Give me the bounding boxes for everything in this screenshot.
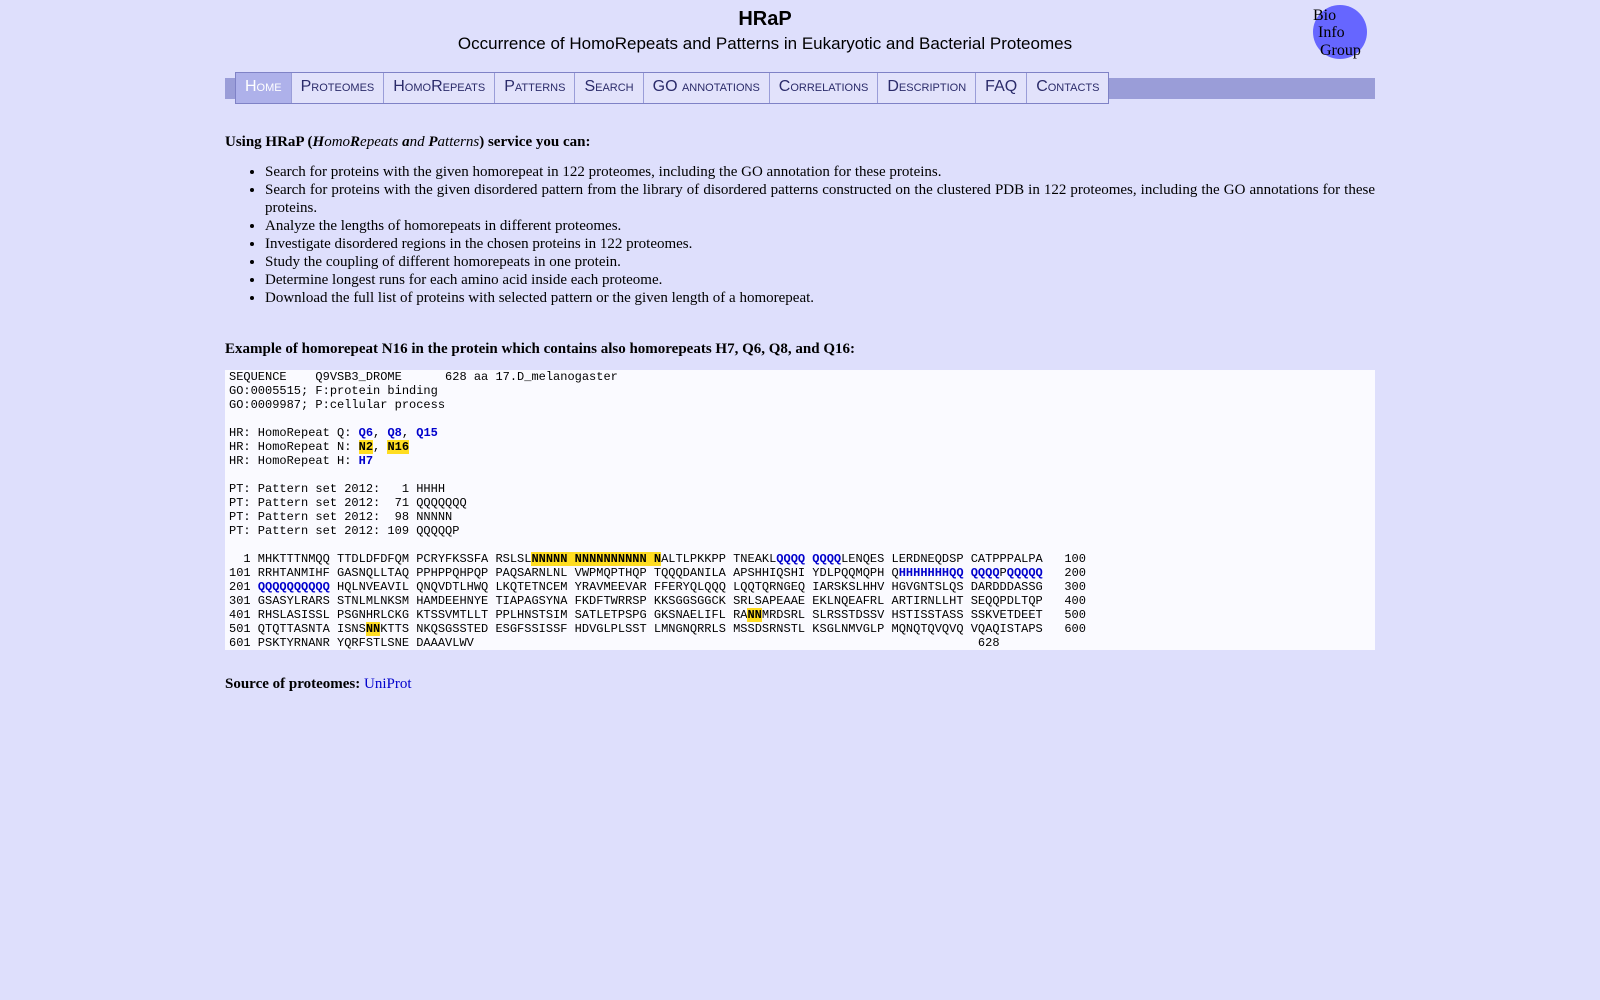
repeat-highlight: Q8: [387, 426, 402, 440]
nav-item-patterns[interactable]: Patterns: [495, 73, 575, 103]
example-title: Example of homorepeat N16 in the protein which contains also homorepeats H7, Q6, Q8, and Q16:: [225, 341, 856, 357]
sequence-line: [229, 426, 438, 440]
source-label: Source of proteomes:: [225, 676, 361, 692]
repeat-highlight: H7: [358, 454, 374, 468]
sequence-line: [229, 580, 1086, 594]
sequence-text: 200: [1042, 566, 1086, 580]
sequence-text: LENQES LERDNEQDSP CATPPPALPA 100: [841, 552, 1086, 566]
logo-line-3: Group: [1320, 42, 1361, 59]
repeat-highlight: NN: [747, 608, 762, 622]
sequence-text: ,: [373, 426, 388, 440]
feature-item: • Determine longest runs for each amino acid inside each proteome.: [265, 271, 1375, 289]
sequence-line: [229, 370, 618, 384]
uniprot-link[interactable]: UniProt: [364, 676, 412, 692]
nav-item-faq[interactable]: FAQ: [976, 73, 1027, 103]
sequence-text: HR: HomoRepeat H:: [229, 454, 359, 468]
feature-item: • Analyze the lengths of homorepeats in different proteomes.: [265, 217, 1375, 235]
feature-item: • Search for proteins with the given disordered pattern from the library of disordered patterns constructed on the clustered PDB in 122 proteomes, including the GO annotations for these proteins.: [265, 181, 1375, 217]
sequence-text: SEQUENCE Q9VSB3_DROME 628 aa 17.D_melanogaster: [229, 370, 618, 384]
sequence-text: PT: Pattern set 2012: 1 HHHH: [229, 482, 446, 496]
sequence-text: 601 PSKTYRNANR YQRFSTLSNE DAAAVLWV 628: [229, 636, 1000, 650]
sequence-line: [229, 440, 409, 454]
repeat-highlight: QQQQQ: [1006, 566, 1043, 580]
sequence-line: [229, 384, 438, 398]
nav-item-go-annotations[interactable]: GO annotations: [644, 73, 770, 103]
sequence-line: [229, 594, 1086, 608]
sequence-text: 1 MHKTTTNMQQ TTDLDFDFQM PCRYFKSSFA RSLSL: [229, 552, 532, 566]
sequence-line: [229, 454, 373, 468]
sequence-text: GO:0005515; F:protein binding: [229, 384, 438, 398]
repeat-highlight: Q6: [358, 426, 374, 440]
feature-item: • Search for proteins with the given homorepeat in 122 proteomes, including the GO annotation for these proteins.: [265, 163, 1375, 181]
sequence-line: [229, 398, 445, 412]
intro-suffix: ) service you can:: [479, 134, 591, 150]
sequence-text: MRDSRL SLRSSTDSSV HSTISSTASS SSKVETDEET 500: [761, 608, 1086, 622]
main-nav: [235, 72, 1109, 104]
logo-line-2: Info: [1318, 24, 1345, 41]
intro-prefix: Using HRaP (: [225, 134, 313, 150]
repeat-highlight: NNNNN NNNNNNNNNN N: [531, 552, 662, 566]
sequence-text: KTTS NKQSGSSTED ESGFSSISSF HDVGLPLSST LMNGNQRRLS MSSDSRNSTL KSGLNMVGLP MQNQTQVQVQ VQAQISTAPS 600: [380, 622, 1086, 636]
nav-item-search[interactable]: Search: [575, 73, 643, 103]
sequence-line: [229, 622, 1086, 636]
sequence-text: GO:0009987; P:cellular process: [229, 398, 446, 412]
sequence-text: 501 QTQTTASNTA ISNS: [229, 622, 366, 636]
sequence-text: ,: [373, 440, 388, 454]
nav-item-description[interactable]: Description: [878, 73, 976, 103]
sequence-line: [229, 566, 1086, 580]
sequence-line: [229, 636, 1000, 650]
intro-text: [225, 134, 1375, 151]
sequence-line: [229, 496, 467, 510]
feature-item: • Download the full list of proteins with selected pattern or the given length of a homorepeat.: [265, 289, 1375, 307]
sequence-text: PT: Pattern set 2012: 109 QQQQQP: [229, 524, 460, 538]
logo-line-1: Bio: [1313, 7, 1337, 24]
page-header: [0, 6, 1530, 56]
sequence-text: ,: [401, 426, 417, 440]
repeat-highlight: NN: [365, 622, 381, 636]
sequence-line: [229, 524, 459, 538]
nav-item-correlations[interactable]: Correlations: [770, 73, 879, 103]
repeat-highlight: QQQQ QQQQ: [776, 552, 842, 566]
bioinfo-group-logo[interactable]: [1310, 4, 1376, 64]
site-title: HRaP: [738, 8, 792, 30]
sequence-text: P: [999, 566, 1007, 580]
repeat-highlight: N2: [358, 440, 374, 454]
main-content: [225, 134, 1375, 693]
sequence-line: [229, 510, 452, 524]
repeat-highlight: N16: [387, 440, 410, 454]
sequence-text: 201: [229, 580, 258, 594]
sequence-text: PT: Pattern set 2012: 71 QQQQQQQ: [229, 496, 467, 510]
source-line: [225, 676, 1375, 693]
nav-item-home[interactable]: Home: [236, 73, 292, 103]
sequence-record: [225, 370, 1375, 650]
nav-item-homorepeats[interactable]: HomoRepeats: [384, 73, 495, 103]
sequence-line: [229, 552, 1086, 566]
site-subtitle: Occurrence of HomoRepeats and Patterns in Eukaryotic and Bacterial Proteomes: [457, 34, 1073, 53]
sequence-text: HQLNVEAVIL QNQVDTLHWQ LKQTETNCEM YRAVMEEVAR FFERYQLQQQ LQQTQRNGEQ IARSKSLHHV HGVGNTSLQS DARDDDASSG 300: [329, 580, 1086, 594]
nav-item-proteomes[interactable]: Proteomes: [292, 73, 385, 103]
repeat-highlight: QQQQQQQQQQ: [257, 580, 330, 594]
sequence-text: ALTLPKKPP TNEAKL: [661, 552, 777, 566]
repeat-highlight: HHHHHHHQQ QQQQ: [898, 566, 1000, 580]
feature-item: • Investigate disordered regions in the chosen proteins in 122 proteomes.: [265, 235, 1375, 253]
sequence-box: [225, 370, 1375, 650]
feature-item: • Study the coupling of different homorepeats in one protein.: [265, 253, 1375, 271]
sequence-text: HR: HomoRepeat N:: [229, 440, 359, 454]
sequence-text: 301 GSASYLRARS STNLMLNKSM HAMDEEHNYE TIAPAGSYNA FKDFTWRRSP KKSGGSGGCK SRLSAPEAAE EKLNQEAFRL ARTIRNLLHT SEQQPDLTQP 400: [229, 594, 1086, 608]
sequence-line: [229, 482, 445, 496]
repeat-highlight: Q15: [416, 426, 438, 440]
sequence-text: 401 RHSLASISSL PSGNHRLCKG KTSSVMTLLT PPLHNSTSIM SATLETPSPG GKSNAELIFL RA: [229, 608, 748, 622]
sequence-text: PT: Pattern set 2012: 98 NNNNN: [229, 510, 453, 524]
intro-acronym: HomoRepeats and Patterns: [312, 134, 480, 150]
sequence-text: HR: HomoRepeat Q:: [229, 426, 359, 440]
feature-list: [225, 163, 1375, 307]
nav-item-contacts[interactable]: Contacts: [1036, 78, 1100, 95]
sequence-line: [229, 608, 1086, 622]
sequence-text: 101 RRHTANMIHF GASNQLLTAQ PPHPPQHPQP PAQSARNLNL VWPMQPTHQP TQQQDANILA APSHHIQSHI YDLPQQMQPH Q: [229, 566, 899, 580]
